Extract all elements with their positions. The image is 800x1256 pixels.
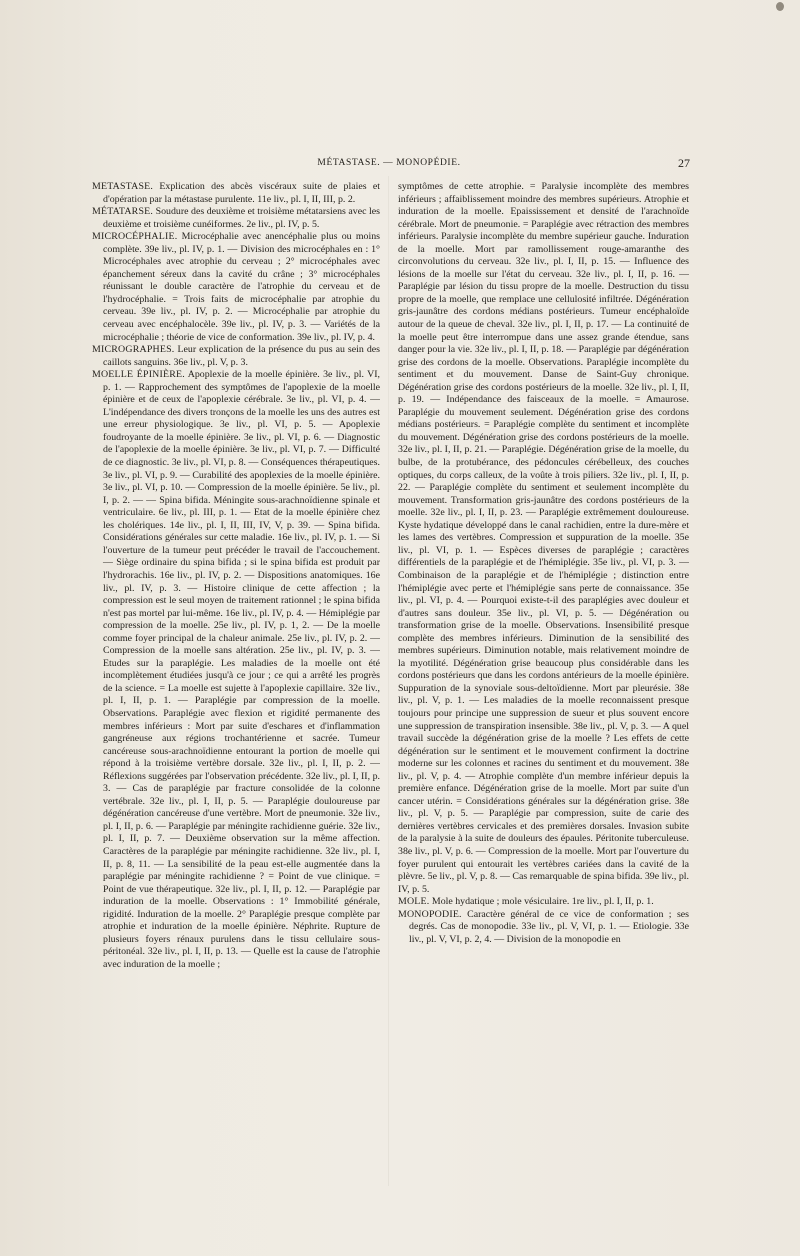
entry-text: Microcéphalie avec anencéphalie plus ou moins complète. 39e liv., pl. IV, p. 1. — Division des microcéphales en : 1° Microcéphales avec atrophie du cerveau ; 2° microcéphales avec épanchement séreux dans la cavité du crâne ; 3° microcéphales réunissant le double caractère de l'atrophie du cerveau et de l'hydrocéphalie. = Trois faits de microcéphalie par atrophie du cerveau. 39e liv., pl. IV, p. 2. — Microcéphalie par atrophie du cerveau avec encéphalocèle. 39e liv., pl. IV, p. 3. — Variétés de la microcéphalie ; théorie de vice de conformation. 39e liv., pl. IV, p. 4.: [103, 231, 380, 343]
ink-spot: [776, 2, 784, 11]
column-gutter: [388, 176, 389, 1186]
index-entry: [92, 231, 380, 344]
page-header: [0, 158, 800, 174]
left-column: [92, 181, 380, 1186]
index-entry: [398, 909, 689, 947]
entry-heading: MÉTATARSE.: [92, 206, 154, 218]
continued-entry-text: symptômes de cette atrophie. = Paralysie incomplète des membres inférieurs ; affaiblissement moindre des membres supérieurs. Atrophie et induration de la moelle. Epaississement et densité de l'arachnoïde cérébrale. Mort de pneumonie. = Paraplégie avec rétraction des membres inférieurs. Paralysie incomplète du membre supérieur gauche. Induration de la moelle. Mort par ramollissement rouge-amaranthe des circonvolutions du cerveau. 32e liv., pl. I, II, p. 15. — Influence des lésions de la moelle sur l'état du cerveau. 32e liv., pl. I, II, p. 16. — Paraplégie par lésion du tissu propre de la moelle. Destruction du tissu propre de la moelle, que remplace une cellulosité infiltrée. Dégénération gris-jaunâtre des cordons médians postérieurs. Tumeur encéphaloïde autour de la queue de cheval. 32e liv., pl. I, II, p. 17. — La continuité de la moelle peut être interrompue dans une assez grande étendue, sans danger pour la vie. 32e liv., pl. I, II, p. 18. — Paraplégie par dégénération grise des cordons de la moelle. Observations. Paraplégie incomplète du sentiment et du mouvement. Danse de Saint-Guy chronique. Dégénération grise des cordons postérieurs de la moelle. 32e liv., pl. I, II, p. 19. — Indépendance des faisceaux de la moelle. = Amaurose. Paraplégie du mouvement seulement. Dégénération grise des cordons médians postérieurs. = Paraplégie complète du sentiment et incomplète du mouvement. Dégénération grise des cordons postérieurs de la moelle. 32e liv., pl. I, II, p. 21. — Paraplégie. Dégénération grise de la moelle, du bulbe, de la protubérance, des pédoncules cérébelleux, des couches optiques, du corps calleux, de la voûte à trois piliers. 32e liv., pl. I, II, p. 22. — Paraplégie complète du sentiment et seulement incomplète du mouvement. Transformation gris-jaunâtre des cordons postérieurs de la moelle. 32e liv., pl. I, II, p. 23. — Paraplégie extrêmement douloureuse. Kyste hydatique développé dans le canal rachidien, entre la dure-mère et les lames des vertèbres. Compression et suppuration de la moelle. 35e liv., pl. VI, p. 1. — Espèces diverses de paraplégie ; caractères différentiels de la paraplégie et de l'hémiplégie. 35e liv., pl. VI, p. 3. — Combinaison de la paraplégie et de l'hémiplégie ; distinction entre l'hémiplégie avec perte et l'hémiplégie sans perte de connaissance. 35e liv., pl. VI, p. 4. — Pourquoi existe-t-il des paraplégies avec douleur et d'autres sans douleur. 35e liv., pl. VI, p. 5. — Dégénération ou transformation grise de la moelle. Observations. Insensibilité presque complète des membres inférieurs. Diminution de la sensibilité des membres supérieurs. Diminution notable, mais relativement moindre de la myotilité. Dégénération grise beaucoup plus considérable dans les cordons postérieurs que dans les cordons antérieurs de la moelle épinière. Suppuration de la synoviale sous-deltoïdienne. Mort par pleurésie. 38e liv., pl. V, p. 1. — Les maladies de la moelle reconnaissent presque toujours pour principe une suppression de sueur et plus souvent encore une suppression de transpiration insensible. 38e liv., pl. V, p. 3. — A quel travail succède la dégénération grise de la moelle ? Les effets de cette dégénération sur le sentiment et le mouvement confirment la doctrine moderne sur les colonnes et racines du sentiment et du mouvement. 38e liv., pl. V, p. 4. — Atrophie complète d'un membre inférieur depuis la première enfance. Dégénération grise de la moelle. Mort par suite d'un cancer utérin. = Considérations générales sur la dégénération grise. 38e liv., pl. V, p. 5. — Paraplégie par compression, suite de carie des dernières vertèbres cervicales et des premières dorsales. Invasion subite de la paralysie à la suite de douleurs des épaules. Péritonite tuberculeuse. 38e liv., pl. V, p. 6. — Compression de la moelle. Mort par l'ouverture du foyer purulent qui entourait les vertèbres cariées dans la cavité de la plèvre. 5e liv., pl. V, p. 8. — Cas remarquable de spina bifida. 39e liv., pl. IV, p. 5.: [398, 181, 689, 895]
entry-heading: METASTASE.: [92, 181, 154, 192]
entry-text: Explication des abcès viscéraux suite de plaies et d'opération par la métastase purulente. 11e liv., pl. I, II, III, p. 2.: [103, 181, 380, 205]
entry-heading: MOELLE ÉPINIÈRE.: [92, 369, 185, 381]
entry-heading: MICROCÉPHALIE.: [92, 231, 178, 243]
right-column: [398, 181, 689, 1186]
entry-text: Mole hydatique ; mole vésiculaire. 1re liv., pl. I, II, p. 1.: [431, 896, 654, 908]
index-entry: [92, 344, 380, 369]
index-entry: [92, 181, 380, 206]
entry-text: Leur explication de la présence du pus au sein des caillots sanguins. 36e liv., pl. V, p. 3.: [103, 344, 380, 368]
index-entry: [92, 369, 380, 971]
entry-text: Soudure des deuxième et troisième métatarsiens avec les deuxième et troisième cunéiformes. 2e liv., pl. IV, p. 5.: [103, 206, 380, 230]
running-head: MÉTASTASE. — MONOPÉDIE.: [317, 158, 461, 168]
index-entry: [398, 896, 689, 909]
entry-text: Apoplexie de la moelle épinière. 3e liv., pl. VI, p. 1. — Rapprochement des symptômes de l'apoplexie de la moelle épinière et de ceux de l'apoplexie cérébrale. 3e liv., pl. VI, p. 4. — L'indépendance des divers tronçons de la moelle les uns des autres est une erreur physiologique. 3e liv., pl. VI, p. 5. — Apoplexie foudroyante de la moelle épinière. 3e liv., pl. VI, p. 6. — Diagnostic de l'apoplexie de la moelle épinière. 3e liv., pl. VI, p. 7. — Difficulté de ce diagnostic. 3e liv., pl. VI, p. 8. — Conséquences thérapeutiques. 3e liv., pl. VI, p. 9. — Curabilité des apoplexies de la moelle épinière. 3e liv., pl. VI, p. 10. — Compression de la moelle épinière. 5e liv., pl. I, p. 2. — — Spina bifida. Méningite sous-arachnoïdienne spinale et ventriculaire. 6e liv., pl. III, p. 1. — Etat de la moelle épinière chez les cholériques. 14e liv., pl. I, II, III, IV, V, p. 39. — Spina bifida. Considérations générales sur cette maladie. 16e liv., pl. IV, p. 1. — Si l'ouverture de la tumeur peut précéder le travail de l'accouchement. — Siège ordinaire du spina bifida ; si le spina bifida est produit par l'hydrorachis. 16e liv., pl. IV, p. 2. — Dispositions anatomiques. 16e liv., pl. IV, p. 3. — Histoire clinique de cette affection ; la compression est le seul moyen de traitement rationnel ; le spina bifida n'est pas mortel par lui-même. 16e liv., pl. IV, p. 4. — Hémiplégie par compression de la moelle. 25e liv., pl. IV, p. 1, 2. — De la moelle comme foyer principal de la chaleur animale. 25e liv., pl. IV, p. 2. — Compression de la moelle sans altération. 25e liv., pl. IV, p. 3. — Etudes sur la paraplégie. Les maladies de la moelle ont été incomplètement étudiées jusqu'à ce jour ; ce qui a arrêté les progrès de la science. = La moelle est sujette à l'apoplexie capillaire. 32e liv., pl. I, II, p. 1. — Paraplégie par compression de la moelle. Observations. Paraplégie avec flexion et rigidité permanente des membres inférieurs : Mort par suite d'eschares et d'inflammation gangréneuse aux régions trochantérienne et sacrée. Tumeur cancéreuse sous-arachnoïdienne entourant la portion de moelle qui répond à la troisième vertèbre dorsale. 32e liv., pl. I, II, p. 2. — Réflexions suggérées par l'observation précédente. 32e liv., pl. I, II, p. 3. — Cas de paraplégie par fracture consolidée de la colonne vertébrale. 32e liv., pl. I, II, p. 5. — Paraplégie douloureuse par dégénération cancéreuse d'une vertèbre. Mort de pneumonie. 32e liv., pl. I, II, p. 6. — Paraplégie par méningite rachidienne guérie. 32e liv., pl. I, II, p. 7. — Deuxième observation sur la même affection. Caractères de la paraplégie par méningite rachidienne. 32e liv., pl. I, II, p. 8, 11. — La sensibilité de la peau est-elle augmentée dans la paraplégie par méningite rachidienne ? = Point de vue clinique. = Point de vue thérapeutique. 32e liv., pl. I, II, p. 12. — Paraplégie par induration de la moelle. Observations : 1° Immobilité générale, rigidité. Induration de la moelle. 2° Paraplégie presque complète par atrophie et induration de la moelle épinière. Néphrite. Rupture de plusieurs foyers rénaux purulens dans le tissu cellulaire sous-péritonéal. 32e liv., pl. I, II, p. 13. — Quelle est la cause de l'atrophie avec induration de la moelle ;: [103, 369, 380, 970]
entry-heading: MOLE.: [398, 896, 430, 908]
entry-heading: MICROGRAPHES.: [92, 344, 175, 356]
index-entry: [92, 206, 380, 231]
entry-heading: MONOPODIE.: [398, 908, 462, 920]
page-number: 27: [678, 156, 690, 170]
entry-text: Caractère général de ce vice de conformation ; ses degrés. Cas de monopodie. 33e liv., pl. V, VI, p. 1. — Etiologie. 33e liv., pl. V, VI, p. 2, 4. — Division de la monopodie en: [409, 908, 689, 945]
